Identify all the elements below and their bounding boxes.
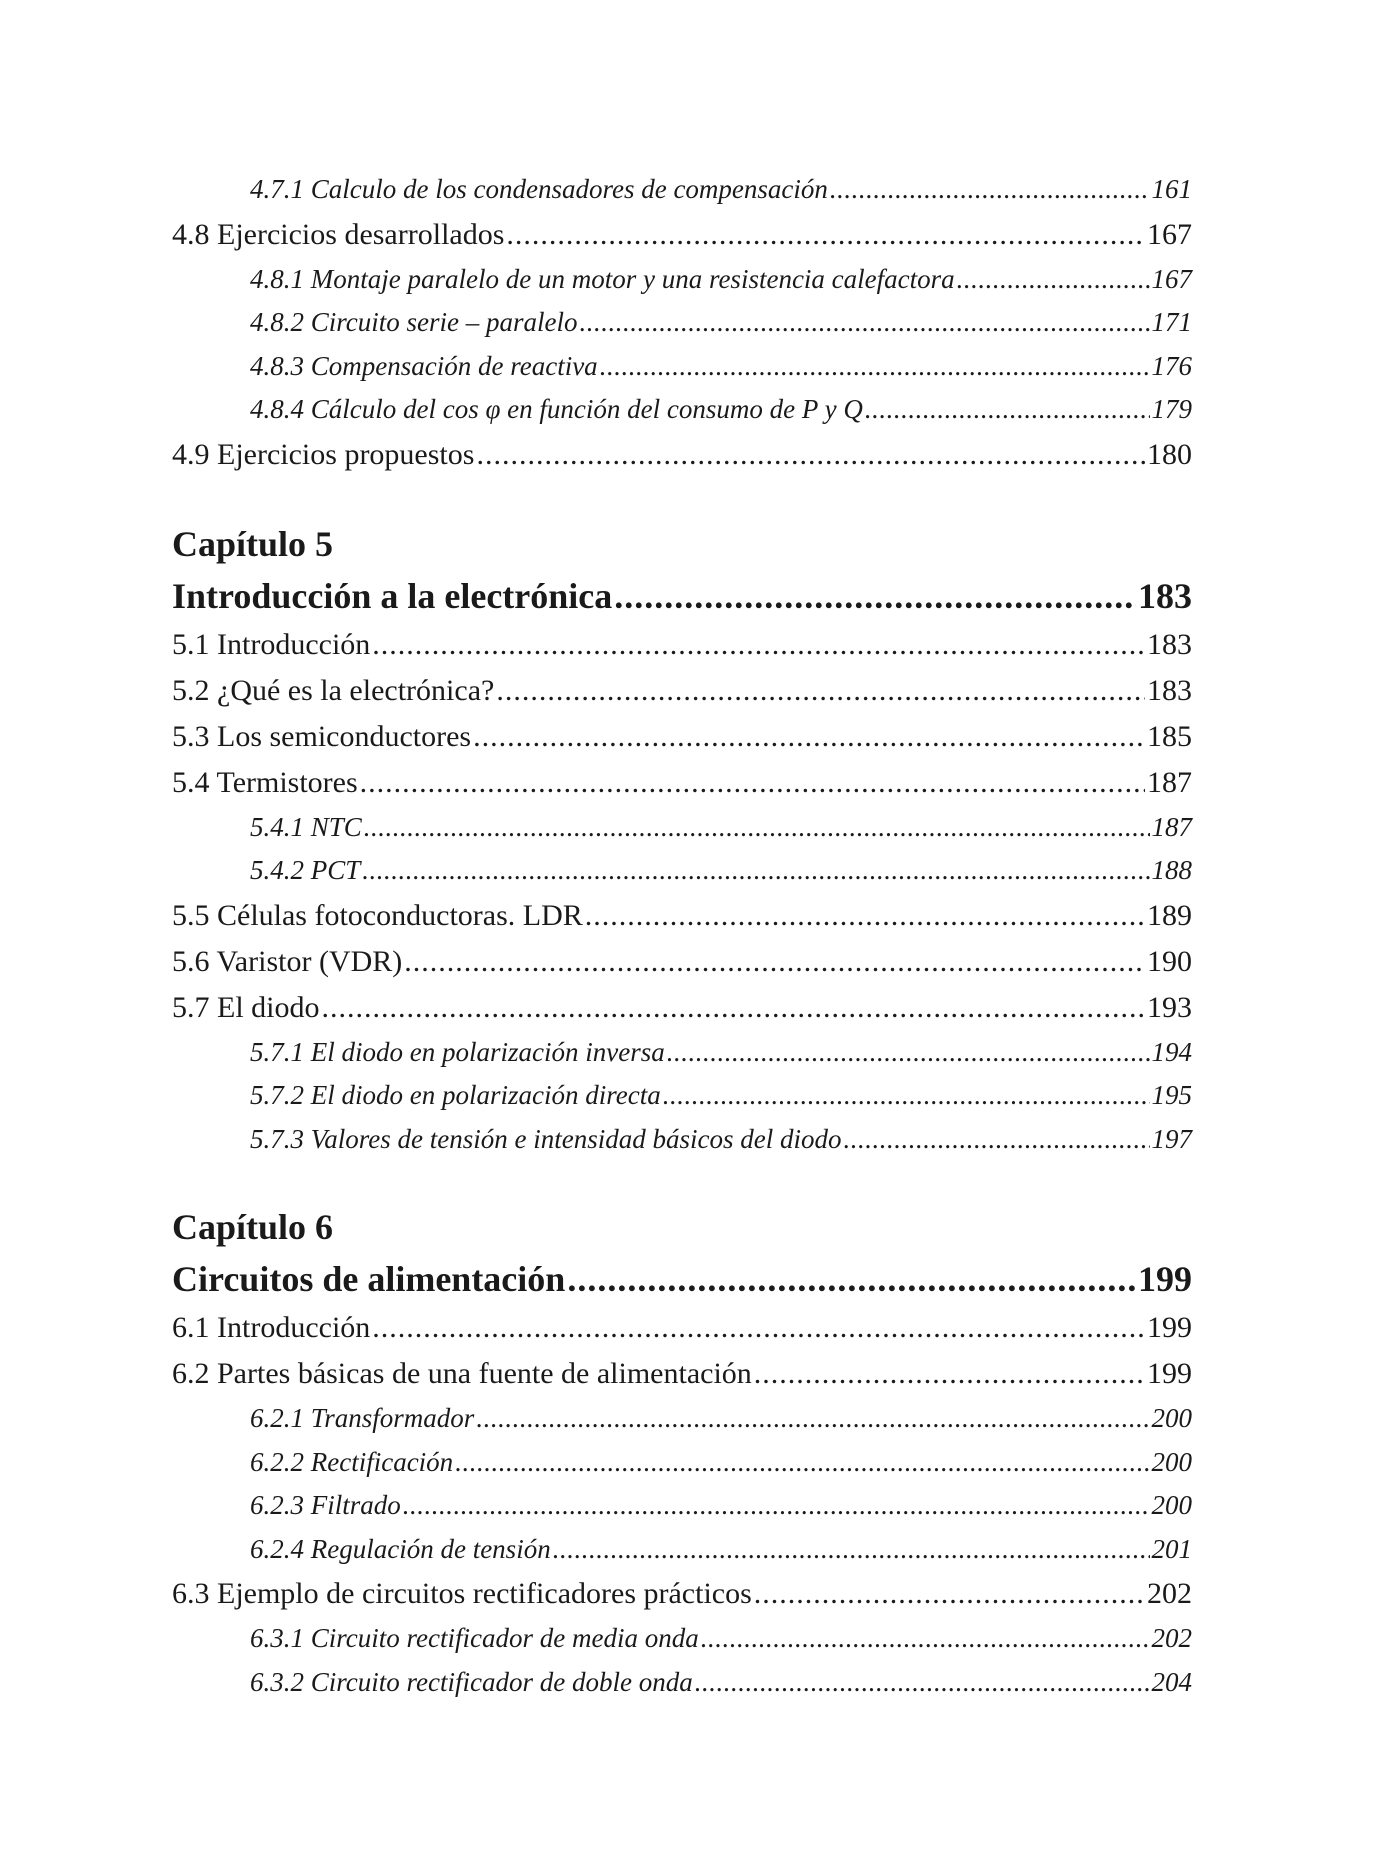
toc-section-chapter-5 [172,622,1192,1162]
toc-subentry[interactable] [172,1074,1192,1118]
toc-entry[interactable] [172,893,1192,939]
toc-entry-label: 6.2.4 Regulación de tensión [250,1533,551,1564]
toc-entry-label: 6.3.2 Circuito rectificador de doble onda [250,1666,693,1697]
dot-leader [476,1397,1149,1441]
toc-entry-page: 188 [1151,855,1192,885]
dot-leader [567,1253,1136,1305]
toc-entry-page: 193 [1147,990,1192,1024]
toc-entry-label: 6.2.1 Transformador [250,1403,475,1433]
toc-entry-page: 183 [1147,627,1192,661]
toc-entry-page: 199 [1147,1311,1192,1344]
toc-entry-label: 4.8.4 Cálculo del cos φ en función del consumo de P y Q [250,394,863,424]
toc-entry-label: 4.8.2 Circuito serie – paralelo [250,307,578,337]
toc-subentry[interactable] [172,388,1192,432]
toc-entry[interactable] [172,1571,1192,1617]
toc-entry-page: 176 [1151,350,1192,381]
dot-leader [372,1305,1145,1351]
dot-leader [957,258,1150,302]
toc-entry-label: 5.6 Varistor (VDR) [172,944,403,978]
toc-entry[interactable] [172,1351,1192,1397]
toc-entry-page: 194 [1151,1036,1192,1067]
toc-entry-page: 183 [1147,673,1192,707]
dot-leader [364,806,1150,850]
dot-leader [600,345,1150,389]
toc-entry-label: 5.2 ¿Qué es la electrónica? [172,673,495,707]
toc-entry-page: 185 [1147,719,1192,753]
dot-leader [830,168,1150,212]
toc-subentry[interactable] [172,301,1192,345]
toc-entry-label: 6.2.3 Filtrado [250,1490,401,1520]
dot-leader [496,668,1145,714]
toc-subentry[interactable] [172,806,1192,850]
toc-subentry[interactable] [172,1661,1192,1705]
toc-entry-label: 6.1 Introducción [172,1311,371,1344]
toc-subentry[interactable] [172,345,1192,389]
toc-subentry[interactable] [172,168,1192,212]
toc-entry[interactable] [172,985,1192,1031]
toc-entry-page: 190 [1147,944,1192,978]
dot-leader [843,1118,1149,1162]
toc-entry-label: 4.8.3 Compensación de reactiva [250,350,598,381]
dot-leader [754,1351,1145,1397]
dot-leader [663,1074,1150,1118]
toc-entry-page: 171 [1151,307,1192,337]
toc-subentry[interactable] [172,258,1192,302]
toc-entry-label: 5.4.1 NTC [250,811,362,842]
toc-subentry[interactable] [172,1617,1192,1661]
chapter-6-title-row[interactable] [172,1253,1192,1305]
dot-leader [360,760,1145,806]
toc-entry-label: 4.8.1 Montaje paralelo de un motor y una resistencia calefactora [250,263,955,294]
toc-subentry[interactable] [172,849,1192,893]
toc-entry-page: 187 [1147,765,1192,799]
chapter-5-title-row[interactable] [172,570,1192,622]
toc-entry-page: 200 [1151,1490,1192,1520]
toc-entry-label: 5.4 Termistores [172,765,358,799]
toc-entry-page: 199 [1147,1357,1192,1390]
dot-leader [553,1528,1150,1572]
chapter-5-title: Introducción a la electrónica [172,575,613,616]
toc-entry-label: 5.3 Los semiconductores [172,719,472,753]
toc-entry-label: 4.7.1 Calculo de los condensadores de compensación [250,174,828,204]
dot-leader [362,849,1149,893]
dot-leader [614,570,1136,622]
toc-entry[interactable] [172,1305,1192,1351]
toc-entry-page: 201 [1151,1533,1192,1564]
dot-leader [403,1484,1150,1528]
toc-subentry[interactable] [172,1397,1192,1441]
dot-leader [754,1571,1145,1617]
chapter-5-page: 183 [1138,575,1192,616]
toc-subentry[interactable] [172,1484,1192,1528]
dot-leader [473,714,1145,760]
dot-leader [404,939,1145,985]
toc-entry-page: 202 [1151,1623,1192,1653]
toc-entry-page: 189 [1147,898,1192,932]
toc-entry-label: 5.7.3 Valores de tensión e intensidad básicos del diodo [250,1123,842,1154]
section-gap [172,1161,1192,1201]
dot-leader [455,1441,1149,1485]
toc-entry-page: 202 [1147,1577,1192,1610]
toc-entry[interactable] [172,668,1192,714]
toc-entry-label: 6.3 Ejemplo de circuitos rectificadores prácticos [172,1577,752,1610]
toc-entry-page: 187 [1151,811,1192,842]
dot-leader [585,893,1145,939]
toc-entry-label: 6.2.2 Rectificación [250,1446,454,1477]
dot-leader [322,985,1146,1031]
toc-entry-page: 161 [1151,174,1192,204]
toc-entry-page: 200 [1151,1446,1192,1477]
toc-entry-label: 6.2 Partes básicas de una fuente de alimentación [172,1357,752,1390]
toc-entry-label: 5.7.2 El diodo en polarización directa [250,1080,661,1110]
toc-entry[interactable] [172,622,1192,668]
toc-entry-label: 5.1 Introducción [172,627,371,661]
toc-entry-label: 6.3.1 Circuito rectificador de media onda [250,1623,699,1653]
section-gap [172,478,1192,518]
dot-leader [579,301,1149,345]
toc-entry-label: 5.5 Células fotoconductoras. LDR [172,898,583,932]
toc-entry-page: 167 [1151,263,1192,294]
toc-entry-page: 167 [1147,217,1192,251]
chapter-6-page: 199 [1138,1259,1192,1299]
toc-entry-page: 197 [1151,1123,1192,1154]
toc-section-chapter-6 [172,1305,1192,1704]
toc-subentry[interactable] [172,1441,1192,1485]
toc-section-pre [172,168,1192,478]
chapter-5-heading: Capítulo 5 [172,523,334,564]
toc-entry[interactable] [172,212,1192,258]
dot-leader [695,1661,1150,1705]
toc-entry-label: 4.8 Ejercicios desarrollados [172,217,505,251]
toc-subentry[interactable] [172,1031,1192,1075]
dot-leader [667,1031,1150,1075]
toc-page [172,168,1192,1704]
toc-entry-label: 5.4.2 PCT [250,855,361,885]
toc-entry[interactable] [172,432,1192,478]
dot-leader [506,212,1145,258]
toc-entry-label: 5.7.1 El diodo en polarización inversa [250,1036,665,1067]
toc-entry[interactable] [172,939,1192,985]
dot-leader [372,622,1145,668]
toc-entry-page: 200 [1151,1403,1192,1433]
dot-leader [701,1617,1150,1661]
toc-entry[interactable] [172,714,1192,760]
toc-subentry[interactable] [172,1118,1192,1162]
toc-entry-label: 5.7 El diodo [172,990,320,1024]
toc-entry-page: 179 [1151,394,1192,424]
toc-entry-label: 4.9 Ejercicios propuestos [172,437,475,471]
chapter-6-heading: Capítulo 6 [172,1207,334,1247]
toc-entry-page: 204 [1151,1666,1192,1697]
dot-leader [865,388,1150,432]
toc-entry[interactable] [172,760,1192,806]
chapter-6-title: Circuitos de alimentación [172,1259,566,1299]
toc-entry-page: 180 [1147,437,1192,471]
dot-leader [476,432,1145,478]
toc-entry-page: 195 [1151,1080,1192,1110]
toc-subentry[interactable] [172,1528,1192,1572]
